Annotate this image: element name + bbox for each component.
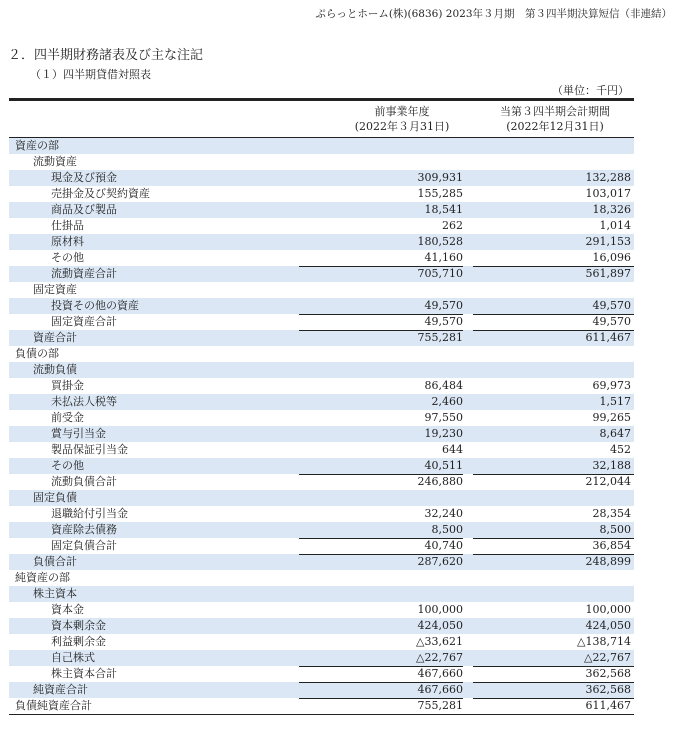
row-label: 純資産の部 <box>15 571 70 584</box>
table-row <box>9 602 634 618</box>
current-period-value: △138,714 <box>577 635 631 648</box>
table-bottom-rule <box>9 714 634 715</box>
row-label: 負債合計 <box>33 555 77 568</box>
row-label: 資本剰余金 <box>51 619 106 632</box>
current-period-value: 32,188 <box>592 459 631 472</box>
table-row <box>9 554 634 570</box>
row-label: 固定負債 <box>33 491 77 504</box>
table-row <box>9 442 634 458</box>
row-label: 流動負債合計 <box>51 475 117 488</box>
row-label: 商品及び製品 <box>51 203 117 216</box>
table-row <box>9 682 634 698</box>
prev-period-value: 2,460 <box>431 395 463 408</box>
prev-period-value: 705,710 <box>417 267 463 280</box>
row-label: 資本金 <box>51 603 84 616</box>
current-period-value: 28,354 <box>592 507 631 520</box>
current-period-value: 452 <box>610 443 631 456</box>
current-period-value: 99,265 <box>592 411 631 424</box>
prev-period-value: 40,511 <box>424 459 463 472</box>
prev-period-value: 32,240 <box>424 507 463 520</box>
current-period-value: 1,517 <box>599 395 631 408</box>
row-label: 流動資産合計 <box>51 267 117 280</box>
prev-period-value: 309,931 <box>417 171 463 184</box>
row-label: 資産合計 <box>33 331 77 344</box>
table-row <box>9 394 634 410</box>
row-label: 投資その他の資産 <box>51 299 139 312</box>
current-period-value: 69,973 <box>592 379 631 392</box>
table-row <box>9 410 634 426</box>
row-label: 流動資産 <box>33 155 77 168</box>
unit-label: （単位：千円） <box>552 84 629 97</box>
table-row <box>9 250 634 266</box>
table-row <box>9 586 634 602</box>
row-label: 自己株式 <box>51 651 95 664</box>
row-label: その他 <box>51 251 84 264</box>
prev-period-date: (2022年３月31日) <box>354 120 450 133</box>
current-period-value: 611,467 <box>585 699 631 712</box>
prev-period-value: 246,880 <box>417 475 463 488</box>
prev-period-value: 424,050 <box>417 619 463 632</box>
table-row <box>9 522 634 538</box>
row-label: 原材料 <box>51 235 84 248</box>
table-row <box>9 282 634 298</box>
prev-period-label: 前事業年度 <box>374 105 430 118</box>
current-period-value: 424,050 <box>585 619 631 632</box>
table-row <box>9 298 634 314</box>
prev-period-value: 180,528 <box>417 235 463 248</box>
row-label: その他 <box>51 459 84 472</box>
table-row <box>9 666 634 682</box>
column-header <box>9 101 634 138</box>
prev-period-value: 262 <box>442 219 463 232</box>
table-row <box>9 618 634 634</box>
current-period-label: 当第３四半期会計期間 <box>500 105 610 118</box>
table-row <box>9 202 634 218</box>
current-period-value: 8,647 <box>599 427 631 440</box>
prev-period-value: 644 <box>442 443 463 456</box>
current-period-header <box>479 104 631 134</box>
row-label: 資産の部 <box>15 139 59 152</box>
current-period-date: (2022年12月31日) <box>506 120 604 133</box>
current-period-value: 16,096 <box>592 251 631 264</box>
prev-period-value: 97,550 <box>424 411 463 424</box>
current-period-value: 18,326 <box>592 203 631 216</box>
prev-period-value: 8,500 <box>431 523 463 536</box>
current-period-value: 36,854 <box>592 539 631 552</box>
table-row <box>9 218 634 234</box>
row-label: 未払法人税等 <box>51 395 117 408</box>
row-label: 負債の部 <box>15 347 59 360</box>
table-row <box>9 650 634 666</box>
current-period-value: 362,568 <box>585 667 631 680</box>
row-label: 製品保証引当金 <box>51 443 128 456</box>
row-label: 純資産合計 <box>33 683 88 696</box>
current-period-value: 1,014 <box>599 219 631 232</box>
current-period-value: 132,288 <box>585 171 631 184</box>
current-period-value: 291,153 <box>585 235 631 248</box>
table-row <box>9 266 634 282</box>
table-row <box>9 426 634 442</box>
row-label: 固定資産合計 <box>51 315 117 328</box>
table-row <box>9 330 634 346</box>
table-row <box>9 698 634 714</box>
prev-period-value: 18,541 <box>424 203 463 216</box>
row-label: 固定資産 <box>33 283 77 296</box>
current-period-value: 611,467 <box>585 331 631 344</box>
row-label: 買掛金 <box>51 379 84 392</box>
prev-period-value: 49,570 <box>424 299 463 312</box>
row-label: 利益剰余金 <box>51 635 106 648</box>
prev-period-header <box>327 104 477 134</box>
table-row <box>9 570 634 586</box>
section-title: ２．四半期財務諸表及び主な注記 <box>8 48 204 63</box>
row-label: 現金及び預金 <box>51 171 117 184</box>
current-period-value: 561,897 <box>585 267 631 280</box>
row-label: 負債純資産合計 <box>15 699 92 712</box>
prev-period-value: 40,740 <box>424 539 463 552</box>
table-row <box>9 458 634 474</box>
document-header: ぷらっとホーム(株)(6836) 2023年３月期 第３四半期決算短信（非連結） <box>315 8 672 20</box>
row-label: 仕掛品 <box>51 219 84 232</box>
prev-period-value: 287,620 <box>417 555 463 568</box>
current-period-value: 248,899 <box>585 555 631 568</box>
prev-period-value: 467,660 <box>417 683 463 696</box>
current-period-value: 362,568 <box>585 683 631 696</box>
row-label: 前受金 <box>51 411 84 424</box>
current-period-value: 212,044 <box>585 475 631 488</box>
row-label: 賞与引当金 <box>51 427 106 440</box>
prev-period-value: 100,000 <box>417 603 463 616</box>
table-row <box>9 634 634 650</box>
table-row <box>9 314 634 330</box>
prev-period-value: 155,285 <box>417 187 463 200</box>
prev-period-value: 19,230 <box>424 427 463 440</box>
prev-period-value: 755,281 <box>417 331 463 344</box>
table-row <box>9 474 634 490</box>
table-row <box>9 170 634 186</box>
row-label: 売掛金及び契約資産 <box>51 187 150 200</box>
table-row <box>9 186 634 202</box>
prev-period-value: 49,570 <box>424 315 463 328</box>
table-row <box>9 346 634 362</box>
table-row <box>9 538 634 554</box>
current-period-value: 103,017 <box>585 187 631 200</box>
table-row <box>9 154 634 170</box>
prev-period-value: 86,484 <box>424 379 463 392</box>
row-label: 株主資本 <box>33 587 77 600</box>
prev-period-value: 755,281 <box>417 699 463 712</box>
table-row <box>9 378 634 394</box>
balance-sheet-table <box>9 98 634 715</box>
row-label: 資産除去債務 <box>51 523 117 536</box>
prev-period-value: 41,160 <box>424 251 463 264</box>
row-label: 固定負債合計 <box>51 539 117 552</box>
table-row <box>9 506 634 522</box>
prev-period-value: 467,660 <box>417 667 463 680</box>
table-body <box>9 138 634 714</box>
table-row <box>9 490 634 506</box>
current-period-value: 8,500 <box>599 523 631 536</box>
row-label: 株主資本合計 <box>51 667 117 680</box>
table-row <box>9 362 634 378</box>
row-label: 流動負債 <box>33 363 77 376</box>
current-period-value: 49,570 <box>592 315 631 328</box>
current-period-value: △22,767 <box>584 651 631 664</box>
prev-period-value: △22,767 <box>416 651 463 664</box>
current-period-value: 100,000 <box>585 603 631 616</box>
row-label: 退職給付引当金 <box>51 507 128 520</box>
table-row <box>9 138 634 154</box>
table-row <box>9 234 634 250</box>
current-period-value: 49,570 <box>592 299 631 312</box>
sub-title: （１）四半期貸借対照表 <box>30 68 151 81</box>
prev-period-value: △33,621 <box>416 635 463 648</box>
